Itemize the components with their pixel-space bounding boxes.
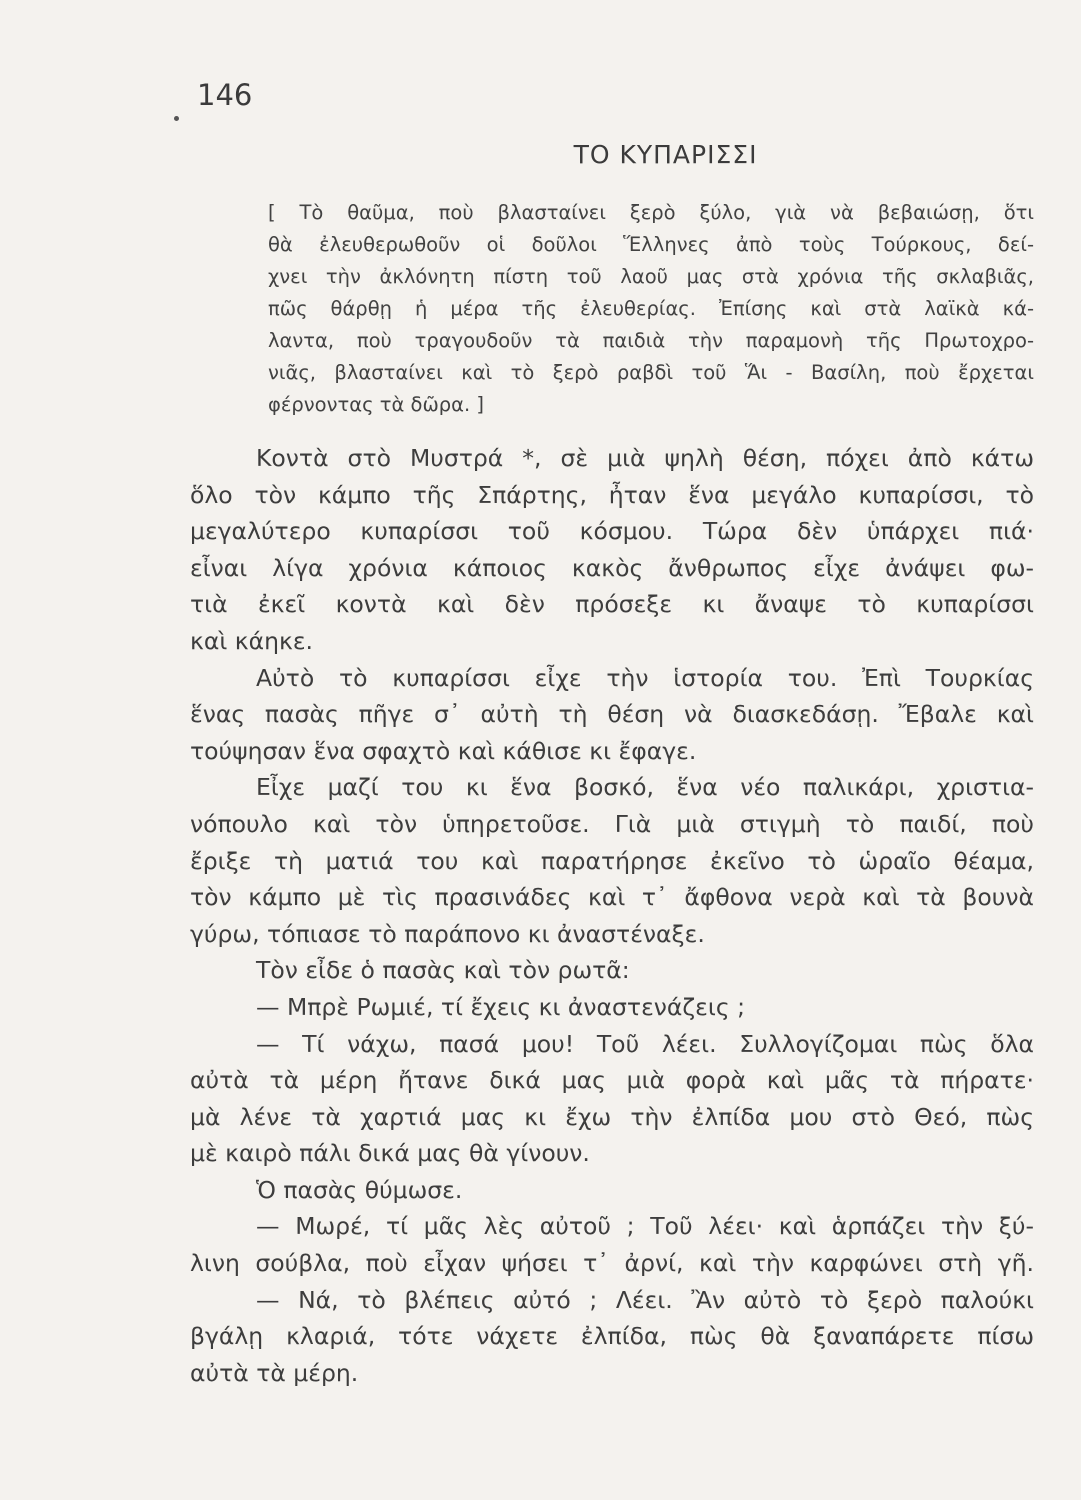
intro-paragraph <box>268 197 1034 421</box>
body-line: τιὰ ἐκεῖ κοντὰ καὶ δὲν πρόσεξε κι ἄναψε τὸ κυπαρίσσι <box>190 590 1034 619</box>
body-line: — Τί νάχω, πασά μου! Τοῦ λέει. Συλλογίζομαι πὼς ὅλα <box>256 1029 1034 1058</box>
body-line: Εἶχε μαζί του κι ἕνα βοσκό, ἕνα νέο παλικάρι, χριστια- <box>256 773 1034 802</box>
intro-line: λαντα, ποὺ τραγουδοῦν τὰ παιδιὰ τὴν παραμονὴ τῆς Πρωτοχρο- <box>268 329 1034 352</box>
body-line: μὰ λένε τὰ χαρτιά μας κι ἔχω τὴν ἐλπίδα μου στὸ Θεό, πὼς <box>190 1102 1034 1131</box>
intro-line: [ Τὸ θαῦμα, ποὺ βλασταίνει ξερὸ ξύλο, γιὰ νὰ βεβαιώσῃ, ὅτι <box>268 201 1034 224</box>
body-line: ἕνας πασὰς πῆγε σ᾽ αὐτὴ τὴ θέση νὰ διασκεδάσῃ. Ἔβαλε καὶ <box>190 700 1034 729</box>
body-line: Ὁ πασὰς θύμωσε. <box>256 1175 463 1204</box>
body-line: αὐτὰ τὰ μέρη. <box>190 1358 359 1387</box>
body-line: αὐτὰ τὰ μέρη ἤτανε δικά μας μιὰ φορὰ καὶ μᾶς τὰ πήρατε· <box>190 1066 1034 1095</box>
body-line: τὸν κάμπο μὲ τὶς πρασινάδες καὶ τ᾽ ἄφθονα νερὰ καὶ τὰ βουνὰ <box>190 883 1034 912</box>
body-line: ὅλο τὸν κάμπο τῆς Σπάρτης, ἦταν ἕνα μεγάλο κυπαρίσσι, τὸ <box>190 480 1034 509</box>
body-line: νόπουλο καὶ τὸν ὑπηρετοῦσε. Γιὰ μιὰ στιγμὴ τὸ παιδί, ποὺ <box>190 809 1034 838</box>
page-number: 146 <box>197 78 253 112</box>
body-line: εἶναι λίγα χρόνια κάποιος κακὸς ἄνθρωπος εἶχε ἀνάψει φω- <box>190 553 1034 582</box>
intro-line: νιᾶς, βλασταίνει καὶ τὸ ξερὸ ραβδὶ τοῦ Ἅι - Βασίλη, ποὺ ἔρχεται <box>268 361 1034 384</box>
body-line: λινη σούβλα, ποὺ εἶχαν ψήσει τ᾽ ἀρνί, καὶ τὴν καρφώνει στὴ γῆ. <box>190 1249 1034 1278</box>
body-line: γύρω, τόπιασε τὸ παράπονο κι ἀναστέναξε. <box>190 919 705 948</box>
ink-dot <box>174 116 179 121</box>
intro-line: χνει τὴν ἀκλόνητη πίστη τοῦ λαοῦ μας στὰ χρόνια τῆς σκλαβιᾶς, <box>268 265 1034 288</box>
body-line: ἔριξε τὴ ματιά του καὶ παρατήρησε ἐκεῖνο τὸ ὡραῖο θέαμα, <box>190 846 1034 875</box>
body-line: μὲ καιρὸ πάλι δικά μας θὰ γίνουν. <box>190 1139 590 1168</box>
intro-line: θὰ ἐλευθερωθοῦν οἱ δοῦλοι Ἕλληνες ἀπὸ τοὺς Τούρκους, δεί- <box>268 233 1034 256</box>
body-line: — Μωρέ, τί μᾶς λὲς αὐτοῦ ; Τοῦ λέει· καὶ ἁρπάζει τὴν ξύ- <box>256 1212 1034 1241</box>
intro-line: φέρνοντας τὰ δῶρα. ] <box>268 393 485 416</box>
body-line: — Νά, τὸ βλέπεις αὐτό ; Λέει. Ἂν αὐτὸ τὸ ξερὸ παλούκι <box>256 1285 1034 1314</box>
body-text <box>190 440 1034 1391</box>
intro-line: πῶς θάρθῃ ἡ μέρα τῆς ἐλευθερίας. Ἐπίσης καὶ στὰ λαϊκὰ κά- <box>268 297 1034 320</box>
body-line: καὶ κάηκε. <box>190 626 314 655</box>
body-line: — Μπρὲ Ρωμιέ, τί ἔχεις κι ἀναστενάζεις ; <box>256 992 746 1021</box>
body-line: τούψησαν ἕνα σφαχτὸ καὶ κάθισε κι ἔφαγε. <box>190 736 697 765</box>
body-line: βγάλῃ κλαριά, τότε νάχετε ἐλπίδα, πὼς θὰ ξαναπάρετε πίσω <box>190 1322 1034 1351</box>
body-line: Τὸν εἶδε ὁ πασὰς καὶ τὸν ρωτᾶ: <box>256 956 630 985</box>
body-line: Αὐτὸ τὸ κυπαρίσσι εἶχε τὴν ἱστορία του. Ἐπὶ Τουρκίας <box>256 663 1034 692</box>
chapter-title: ΤΟ ΚΥΠΑΡΙΣΣΙ <box>573 140 758 169</box>
body-line: μεγαλύτερο κυπαρίσσι τοῦ κόσμου. Τώρα δὲν ὑπάρχει πιά· <box>190 517 1034 546</box>
body-line: Κοντὰ στὸ Μυστρά *, σὲ μιὰ ψηλὴ θέση, πόχει ἀπὸ κάτω <box>256 444 1034 472</box>
